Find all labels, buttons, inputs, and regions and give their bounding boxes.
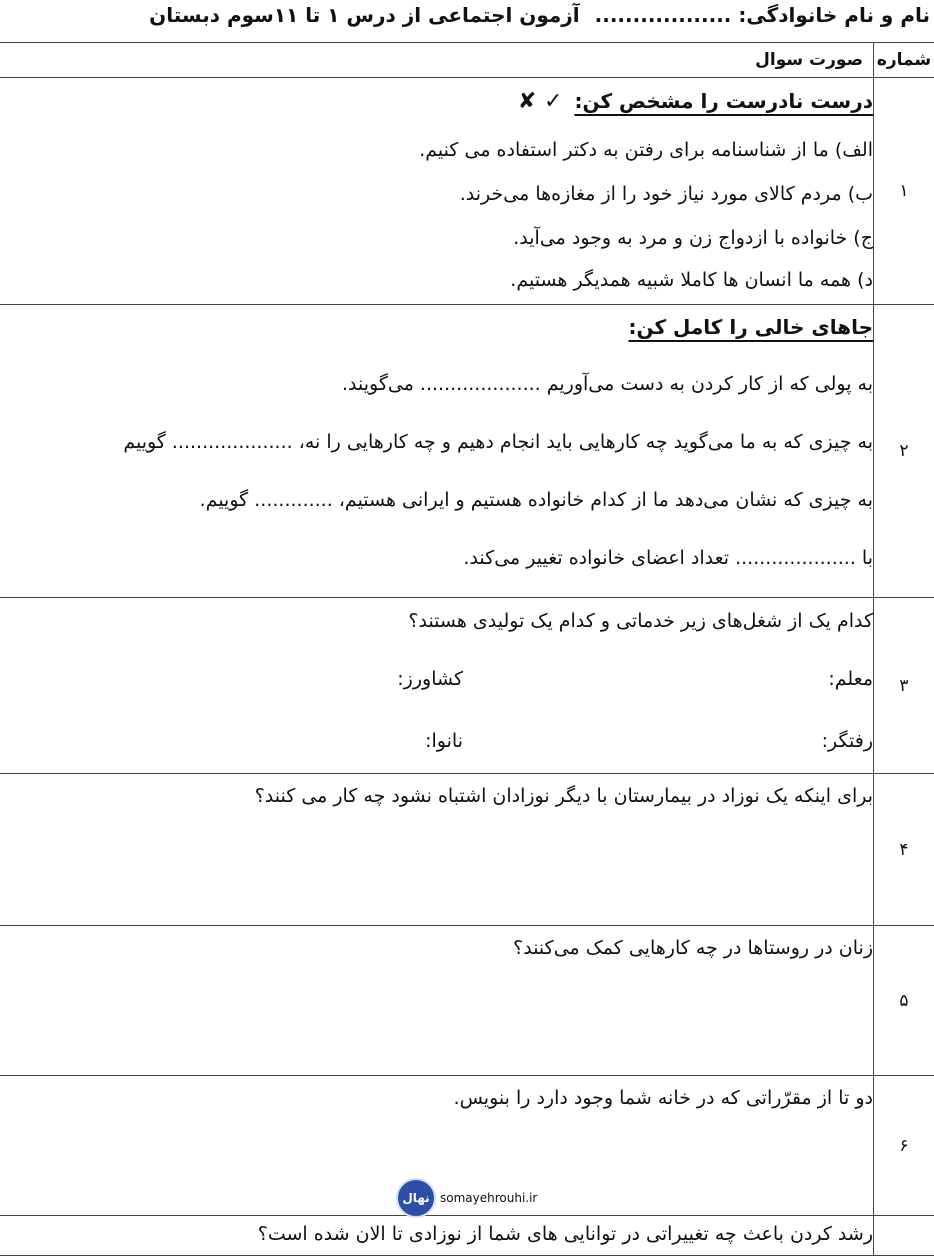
question-text: کدام یک از شغل‌های زیر خدماتی و کدام یک تولیدی هستند؟ <box>0 598 873 648</box>
question-text: دو تا از مقرّراتی که در خانه شما وجود دارد را بنویس. <box>0 1076 873 1120</box>
site-logo-icon: نهال <box>396 1178 436 1218</box>
page-header <box>0 0 930 36</box>
question-row-4 <box>0 774 934 926</box>
job-baker: نانوا: <box>425 710 463 772</box>
statement-item: الف) ما از شناسنامه برای رفتن به دکتر استفاده می کنیم. <box>0 128 873 172</box>
question-number: ۳ <box>874 598 934 774</box>
watermark <box>396 1178 537 1218</box>
job-street-sweeper: رفتگر: <box>463 710 873 772</box>
fill-blank-item: با .................... تعداد اعضای خانواده تغییر می‌کند. <box>0 529 873 587</box>
true-false-marks: ✓ ✘ <box>518 89 563 114</box>
exam-title: آزمون اجتماعی از درس ۱ تا ۱۱سوم دبستان <box>149 3 580 27</box>
statement-item: د) همه ما انسان ها کاملا شبیه همدیگر هستیم. <box>0 260 873 304</box>
question-text: برای اینکه یک نوزاد در بیمارستان با دیگر نوزادان اشتباه نشود چه کار می کنند؟ <box>0 774 873 818</box>
question-number: ۲ <box>874 305 934 598</box>
question-row-5 <box>0 926 934 1076</box>
student-name-field: نام و نام خانوادگی: .................. <box>595 3 930 27</box>
question-row-3 <box>0 598 934 774</box>
question-number: ۵ <box>874 926 934 1076</box>
number-column-header: شماره <box>874 43 934 78</box>
question-number: ۴ <box>874 774 934 926</box>
question-column-header: صورت سوال <box>0 43 874 78</box>
table-header-row <box>0 43 934 78</box>
question-text: زنان در روستاها در چه کارهایی کمک می‌کنند؟ <box>0 926 873 970</box>
question-number: ۶ <box>874 1076 934 1216</box>
question-text: رشد کردن باعث چه تغییراتی در توانایی های شما از نوزادی تا الان شده است؟ <box>0 1216 873 1252</box>
fill-blank-item: به چیزی که نشان می‌دهد ما از کدام خانواده هستیم و ایرانی هستیم، ............. گوییم. <box>0 471 873 529</box>
job-teacher: معلم: <box>463 648 873 710</box>
fill-blank-item: به چیزی که به ما می‌گوید چه کارهایی باید انجام دهیم و چه کارهایی را نه، .................... گوییم <box>0 413 873 471</box>
question-row-1 <box>0 78 934 305</box>
statement-item: ب) مردم کالای مورد نیاز خود را از مغازه‌ها می‌خرند. <box>0 172 873 216</box>
watermark-site: somayehrouhi.ir <box>440 1191 537 1205</box>
fill-blank-item: به پولی که از کار کردن به دست می‌آوریم .................... می‌گویند. <box>0 355 873 413</box>
question-row-2 <box>0 305 934 598</box>
job-farmer: کشاورز: <box>397 648 463 710</box>
question-row-7 <box>0 1216 934 1256</box>
statement-item: ج) خانواده با ازدواج زن و مرد به وجود می‌آید. <box>0 216 873 260</box>
question-number: ۱ <box>874 78 934 305</box>
question-title: درست نادرست را مشخص کن: <box>574 89 873 113</box>
exam-table <box>0 42 934 1256</box>
question-title: جاهای خالی را کامل کن: <box>628 315 873 339</box>
